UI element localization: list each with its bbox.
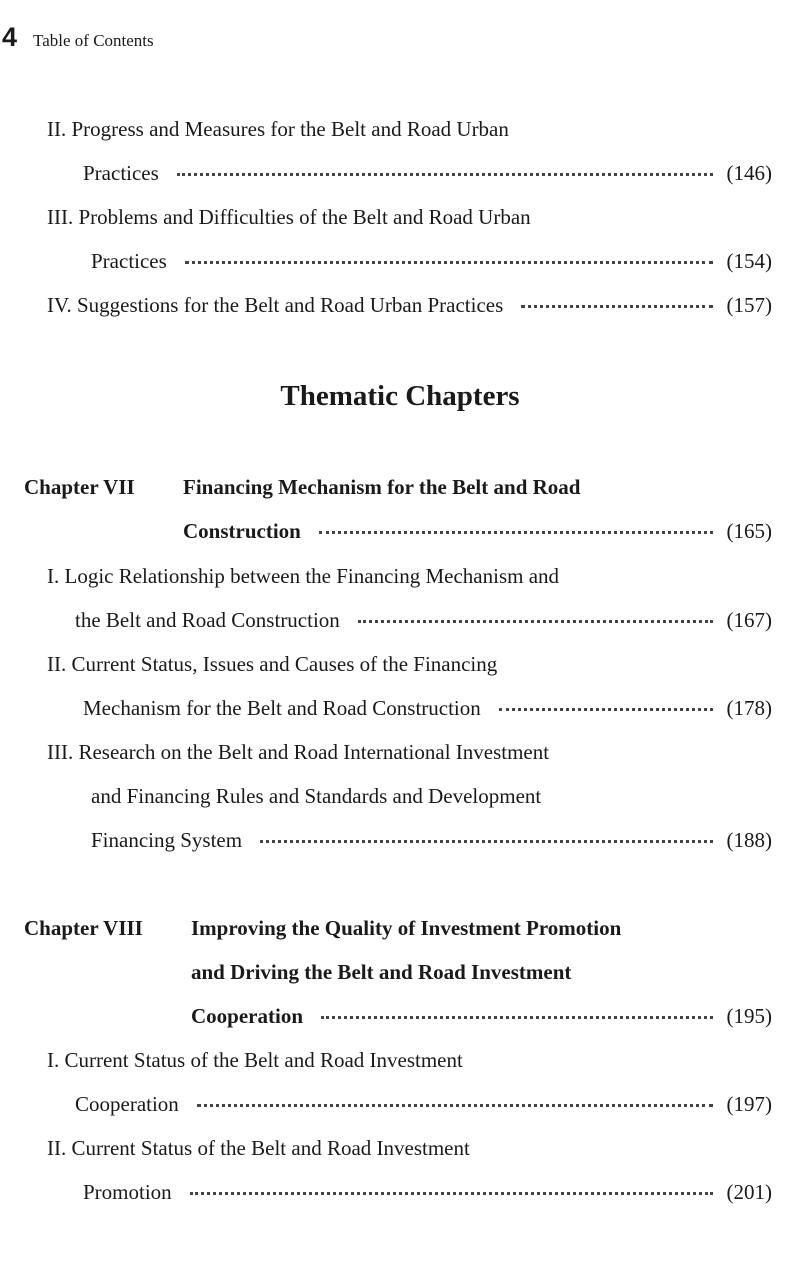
- chapter-title-line: and Driving the Belt and Road Investment: [191, 960, 572, 984]
- toc-page-number: (195): [726, 1004, 772, 1028]
- chapter-title-line: Financing Mechanism for the Belt and Road: [183, 475, 581, 499]
- toc-page-number: (154): [726, 249, 772, 273]
- toc-entry[interactable]: [91, 826, 772, 854]
- toc-entry-text: Practices: [83, 161, 159, 185]
- section-heading: Thematic Chapters: [280, 380, 520, 412]
- toc-entry-text: IV. Suggestions for the Belt and Road Urban Practices: [47, 293, 504, 317]
- toc-entry-line: II. Progress and Measures for the Belt and Road Urban: [47, 117, 509, 141]
- chapter-title-text: Construction: [183, 519, 301, 543]
- toc-entry-text: Promotion: [83, 1180, 172, 1204]
- toc-page-number: (165): [726, 519, 772, 543]
- toc-entry[interactable]: [75, 606, 772, 634]
- toc-entry-text: the Belt and Road Construction: [75, 608, 340, 632]
- toc-page-number: (197): [726, 1092, 772, 1116]
- toc-entry-line: III. Research on the Belt and Road International Investment: [47, 740, 550, 764]
- toc-entry[interactable]: [83, 694, 772, 722]
- toc-entry-text: Mechanism for the Belt and Road Construction: [83, 696, 481, 720]
- toc-entry-line: and Financing Rules and Standards and Development: [91, 784, 542, 808]
- dot-leader: [321, 1012, 713, 1019]
- toc-page-number: (167): [726, 608, 772, 632]
- toc-page-number: (146): [726, 161, 772, 185]
- dot-leader: [358, 616, 713, 623]
- toc-page-number: (178): [726, 696, 772, 720]
- toc-entry[interactable]: [91, 247, 772, 275]
- chapter-title-line: Improving the Quality of Investment Promotion: [191, 916, 622, 940]
- toc-entry[interactable]: [83, 1178, 772, 1206]
- toc-entry-line: II. Current Status of the Belt and Road Investment: [47, 1136, 470, 1160]
- chapter-label: Chapter VII: [24, 475, 135, 499]
- toc-entry[interactable]: [75, 1090, 772, 1118]
- dot-leader: [197, 1100, 713, 1107]
- toc-entry-line: II. Current Status, Issues and Causes of the Financing: [47, 652, 498, 676]
- dot-leader: [521, 301, 712, 308]
- dot-leader: [260, 836, 712, 843]
- toc-entry-text: Financing System: [91, 828, 243, 852]
- running-title: Table of Contents: [33, 31, 154, 50]
- chapter-label: Chapter VIII: [24, 916, 143, 940]
- toc-entry[interactable]: [47, 291, 772, 319]
- page-header: [2, 22, 154, 62]
- page-number: 4: [2, 22, 18, 52]
- toc-page-number: (157): [726, 293, 772, 317]
- toc-entry-line: III. Problems and Difficulties of the Belt and Road Urban: [47, 205, 531, 229]
- dot-leader: [319, 527, 713, 534]
- chapter-entry[interactable]: [183, 517, 772, 545]
- toc-page-number: (188): [726, 828, 772, 852]
- chapter-title-text: Cooperation: [191, 1004, 303, 1028]
- dot-leader: [177, 169, 713, 176]
- dot-leader: [499, 704, 713, 711]
- toc-entry-text: Cooperation: [75, 1092, 179, 1116]
- dot-leader: [190, 1188, 713, 1195]
- toc-entry-text: Practices: [91, 249, 167, 273]
- toc-page-number: (201): [726, 1180, 772, 1204]
- chapter-entry[interactable]: [191, 1002, 772, 1030]
- dot-leader: [185, 257, 713, 264]
- toc-entry[interactable]: [83, 159, 772, 187]
- toc-entry-line: I. Current Status of the Belt and Road Investment: [47, 1048, 463, 1072]
- toc-entry-line: I. Logic Relationship between the Financing Mechanism and: [47, 564, 560, 588]
